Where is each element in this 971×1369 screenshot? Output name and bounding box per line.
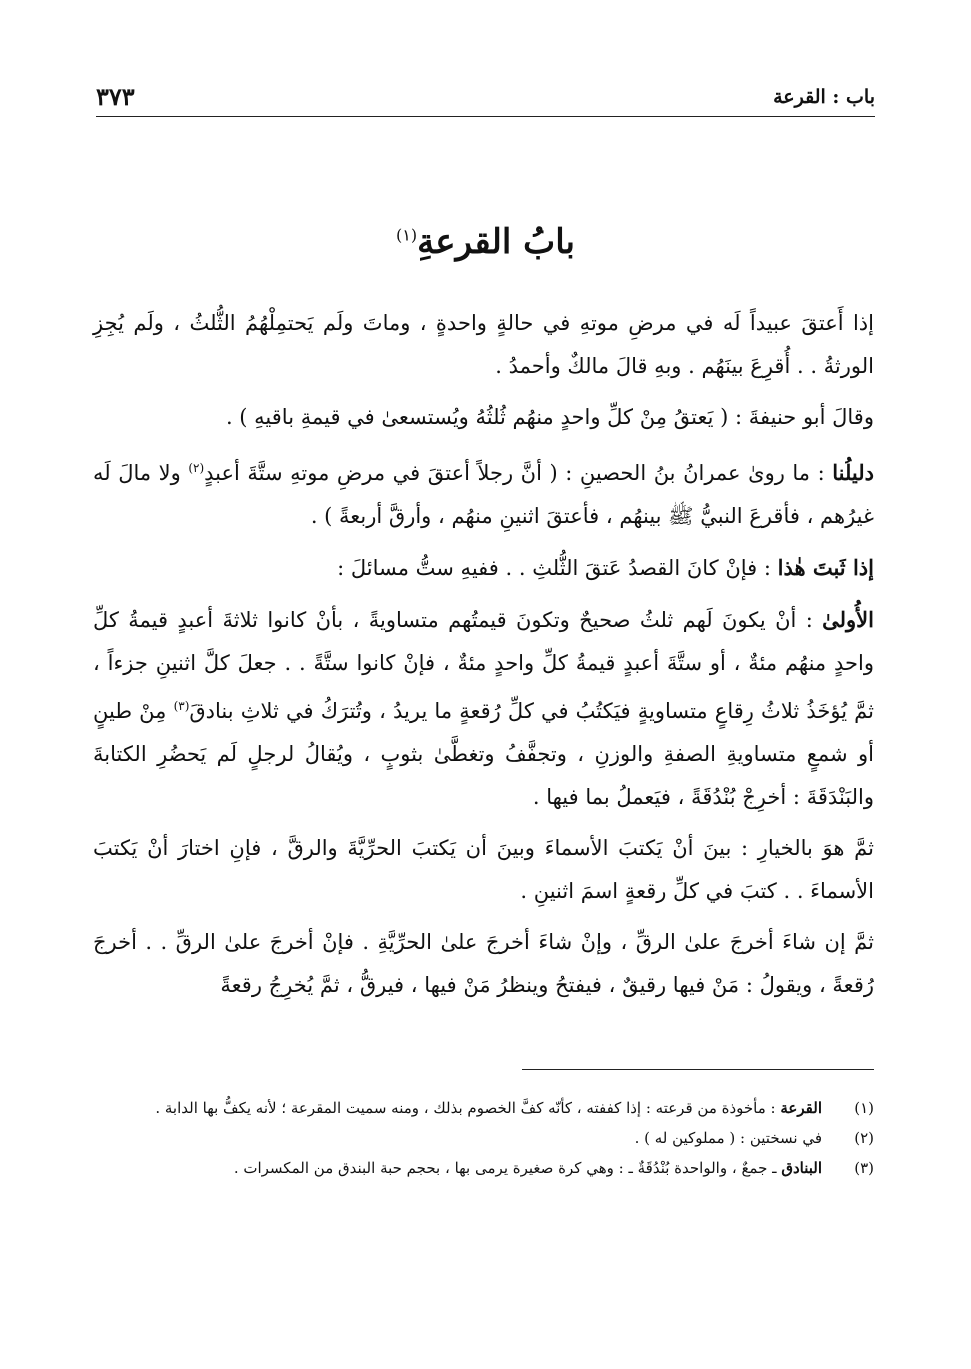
page-header bbox=[96, 82, 875, 117]
footnote-number: (٢) bbox=[854, 1129, 874, 1147]
paragraph-5 bbox=[93, 598, 874, 819]
footnote-ref: (٢) bbox=[188, 461, 205, 475]
footnote-body bbox=[93, 1125, 822, 1152]
paragraph-6: ثمَّ هوَ بالخيارِ : بينَ أنْ يَكتبَ الأسماءَ وبينَ أن يَكتبَ الحرِّيَّةَ والرقَّ ، فإنِ اختارَ أنْ يَكتبَ الأسماءَ . . كتبَ في كلِّ رقعةٍ اسمَ اثنينِ . bbox=[93, 836, 874, 903]
footnote-lead: القرعة bbox=[780, 1099, 822, 1117]
paragraph-lead: دليلُنا bbox=[832, 460, 874, 485]
footnote-1 bbox=[93, 1095, 874, 1122]
chapter-title-text: بابُ القرعةِ bbox=[417, 222, 576, 262]
paragraph-2: وقالَ أبو حنيفةَ : ( يَعتقُ مِنْ كلِّ واحدٍ منهُم ثُلثُهُ ويُستسعىٰ في قيمةِ باقيهِ ) . bbox=[225, 405, 874, 429]
footnote-ref: (١) bbox=[395, 225, 418, 245]
footnote-ref: (٣) bbox=[173, 699, 190, 713]
paragraph-lead: إذا ثَبتَ هٰذا bbox=[777, 555, 874, 580]
main-text bbox=[93, 302, 874, 1015]
chapter-title bbox=[96, 222, 875, 262]
footnote-number: (١) bbox=[854, 1099, 874, 1117]
page-number: ٣٧٣ bbox=[96, 82, 135, 111]
paragraph-1: إذا أَعتقَ عبيداً لَه في مرضِ موتهِ في حالةٍ واحدةٍ ، وماتَ ولَم يَحتمِلْهُمُ الثُّلثُ ، ولَم يُجِزِ الورثةُ . . أُقرِعَ بينَهُم . وبهِ قالَ مالكٌ وأحمدُ . bbox=[93, 311, 874, 378]
footnote-body bbox=[93, 1095, 822, 1122]
footnote-lead: البنادق bbox=[781, 1159, 822, 1177]
paragraph-text: ولا مالَ لَه غيرُهم ، فأقرعَ النبيُّ ﷺ بينهُم ، فأعتقَ اثنينِ منهُم ، وأرقَّ أربعةً ) . bbox=[93, 461, 874, 528]
paragraph-text: : فإنْ كانَ القصدُ عَتقَ الثُّلثِ . . ففيهِ ستُّ مسائلَ : bbox=[337, 556, 778, 580]
footnote-2 bbox=[93, 1125, 874, 1152]
paragraph-7: ثمَّ إن شاءَ أخرجَ علىٰ الرقِّ ، وإنْ شاءَ أخرجَ علىٰ الحرِّيَّةِ . فإنْ أخرجَ علىٰ الرقِّ . . أخرجَ رُقعةً ، ويقولُ : مَنْ فيها رقيقٌ ، فيفتحُ وينظرُ مَنْ فيها ، فيرقُّ ، ثمَّ يُخرِجُ رقعةً bbox=[93, 930, 874, 997]
footnote-text: ـ جمعٌ ، والواحدة بُنْدُقَةٌ ـ : وهي كرة صغيرة يرمى بها ، بحجم حبة البندق من المكسرات . bbox=[233, 1159, 782, 1177]
footnote-text: في نسختين : ( مملوكين له ) . bbox=[634, 1129, 822, 1147]
footnote-body bbox=[93, 1155, 822, 1182]
running-title: باب : القرعة bbox=[773, 86, 875, 108]
paragraph-text: : أنْ يكونَ لَهم ثلثُ صحيحٌ وتكونَ قيمتُهم متساويةً ، بأنْ كانوا ثلاثةَ أعبدٍ قيمةُ كلِّ واحدٍ منهُم مئةٌ ، أو ستَّةَ أعبدٍ قيمةُ كلِّ واحدٍ مئةٌ ، فإنْ كانوا ستَّةً . . جعلَ كلَّ اثنينِ جزءاً ، ثمَّ يُؤخَذُ ثلاثُ رِقاعٍ متساويةٍ فيَكتُبُ في كلِّ رُقعةٍ ما يريدُ ، وتُترَكُ في ثلاثِ بنادقَ bbox=[93, 608, 874, 723]
paragraph-lead: الأُولىٰ bbox=[822, 607, 874, 632]
paragraph-4 bbox=[93, 546, 874, 590]
footnote-text: : مأخوذة من قرعته : إذا كففته ، كأنّه كفَّ الخصوم بذلك ، ومنه سميت المقرعة ؛ لأنه يكفُّ بها الدابة . bbox=[155, 1099, 781, 1117]
footnote-divider bbox=[522, 1069, 874, 1070]
footnotes bbox=[93, 1095, 874, 1185]
footnote-3 bbox=[93, 1155, 874, 1182]
footnote-number: (٣) bbox=[854, 1159, 874, 1177]
paragraph-text: مِنْ طينٍ أو شمعٍ متساويةِ الصفةِ والوزنِ ، وتجفَّفُ وتغطَّىٰ بثوبٍ ، ويُقالُ لرجلٍ لَم يَحضُرِ الكتابةَ والبَنْدَقَةَ : أخرِجْ بُنْدُقَةً ، فيَعملُ بما فيها . bbox=[93, 699, 874, 809]
paragraph-3 bbox=[93, 447, 874, 538]
paragraph-text: : ما روىٰ عمرانُ بنُ الحصينِ : ( أنَّ رجلاً أعتقَ في مرضِ موتهِ ستَّةَ أعبدٍ bbox=[204, 461, 833, 485]
